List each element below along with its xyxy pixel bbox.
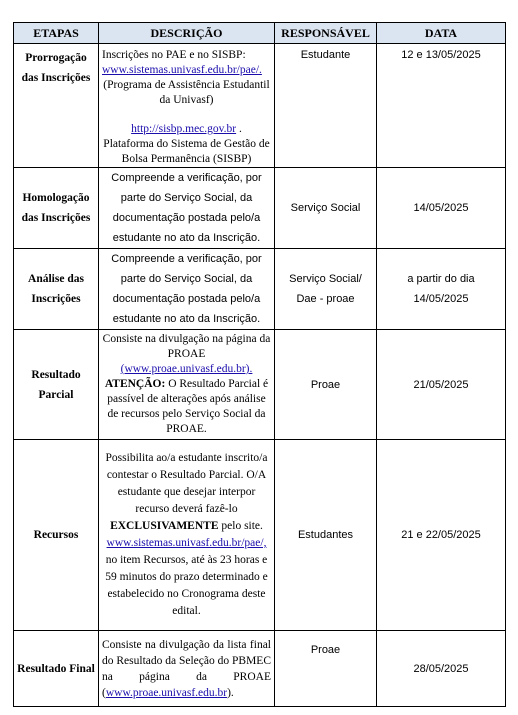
descricao-cell	[99, 44, 275, 168]
responsavel-cell: Serviço Social/ Dae - proae	[275, 249, 377, 330]
etapa-cell: Recursos	[14, 440, 99, 631]
data-cell: 21/05/2025	[377, 330, 506, 440]
desc-text: no item Recursos, até às 23 horas e 59 minutos do prazo determinado e estabelecido no Cronograma deste edital.	[105, 554, 268, 617]
pae-link[interactable]: www.sistemas.univasf.edu.br/pae/,	[106, 537, 267, 549]
responsavel-cell: Estudantes	[275, 440, 377, 631]
exclusive-label: EXCLUSIVAMENTE	[110, 520, 219, 532]
responsavel-cell: Estudante	[275, 44, 377, 168]
table-row	[14, 44, 506, 168]
desc-text: .	[236, 123, 242, 135]
etapa-cell: Resultado Final	[14, 631, 99, 707]
table-row	[14, 168, 506, 249]
desc-text: Possibilita ao/a estudante inscrito/a contestar o Resultado Parcial. O/A estudante que desejar interpor recurso deverá fazê-lo	[105, 452, 268, 515]
desc-text: Consiste na divulgação da lista final do Resultado da Seleção do PBMEC na página da PROAE	[102, 638, 271, 683]
responsavel-cell: Proae	[275, 631, 377, 707]
table-row	[14, 631, 506, 707]
sisbp-link[interactable]: http://sisbp.mec.gov.br	[131, 123, 237, 135]
header-row	[14, 23, 506, 44]
desc-text: (Programa de Assistência Estudantil da Univasf)	[103, 79, 270, 106]
header-etapas: ETAPAS	[14, 23, 99, 44]
desc-text: O Resultado Parcial é passível de alterações após análise de recursos pelo Serviço Social da PROAE.	[107, 378, 269, 435]
etapa-cell: Homologação das Inscrições	[14, 168, 99, 249]
attention-label: ATENÇÃO:	[104, 378, 166, 390]
descricao-cell	[99, 330, 275, 440]
data-cell: 14/05/2025	[377, 168, 506, 249]
desc-text: ).	[227, 686, 234, 699]
etapa-cell: Prorrogação das Inscrições	[14, 44, 99, 168]
data-cell: 28/05/2025	[377, 631, 506, 707]
desc-text: Plataforma do Sistema de Gestão de Bolsa Permanência (SISBP)	[103, 138, 270, 165]
responsavel-cell: Serviço Social	[275, 168, 377, 249]
desc-text: Inscrições no PAE e no SISBP:	[102, 49, 246, 61]
responsavel-cell: Proae	[275, 330, 377, 440]
desc-text: Consiste na divulgação na página da PROAE	[102, 333, 271, 360]
descricao-cell: Compreende a verificação, por parte do Serviço Social, da documentação postada pelo/a estudante no ato da Inscrição.	[99, 249, 275, 330]
header-responsavel: RESPONSÁVEL	[275, 23, 377, 44]
proae-link[interactable]: (www.proae.univasf.edu.br).	[120, 363, 253, 375]
proae-link[interactable]: www.proae.univasf.edu.br	[105, 686, 228, 699]
etapa-cell: Resultado Parcial	[14, 330, 99, 440]
cronograma-table	[13, 22, 506, 707]
pae-link[interactable]: www.sistemas.univasf.edu.br/pae/.	[102, 64, 262, 76]
desc-text: pelo site.	[218, 520, 263, 532]
descricao-cell	[99, 440, 275, 631]
data-cell: 21 e 22/05/2025	[377, 440, 506, 631]
desc-text: (	[102, 686, 106, 699]
header-descricao: DESCRIÇÃO	[99, 23, 275, 44]
data-cell: 12 e 13/05/2025	[377, 44, 506, 168]
table-row	[14, 440, 506, 631]
descricao-cell	[99, 631, 275, 707]
data-cell: a partir do dia 14/05/2025	[377, 249, 506, 330]
descricao-cell: Compreende a verificação, por parte do Serviço Social, da documentação postada pelo/a estudante no ato da Inscrição.	[99, 168, 275, 249]
etapa-cell: Análise das Inscrições	[14, 249, 99, 330]
table-row	[14, 249, 506, 330]
header-data: DATA	[377, 23, 506, 44]
table-row	[14, 330, 506, 440]
